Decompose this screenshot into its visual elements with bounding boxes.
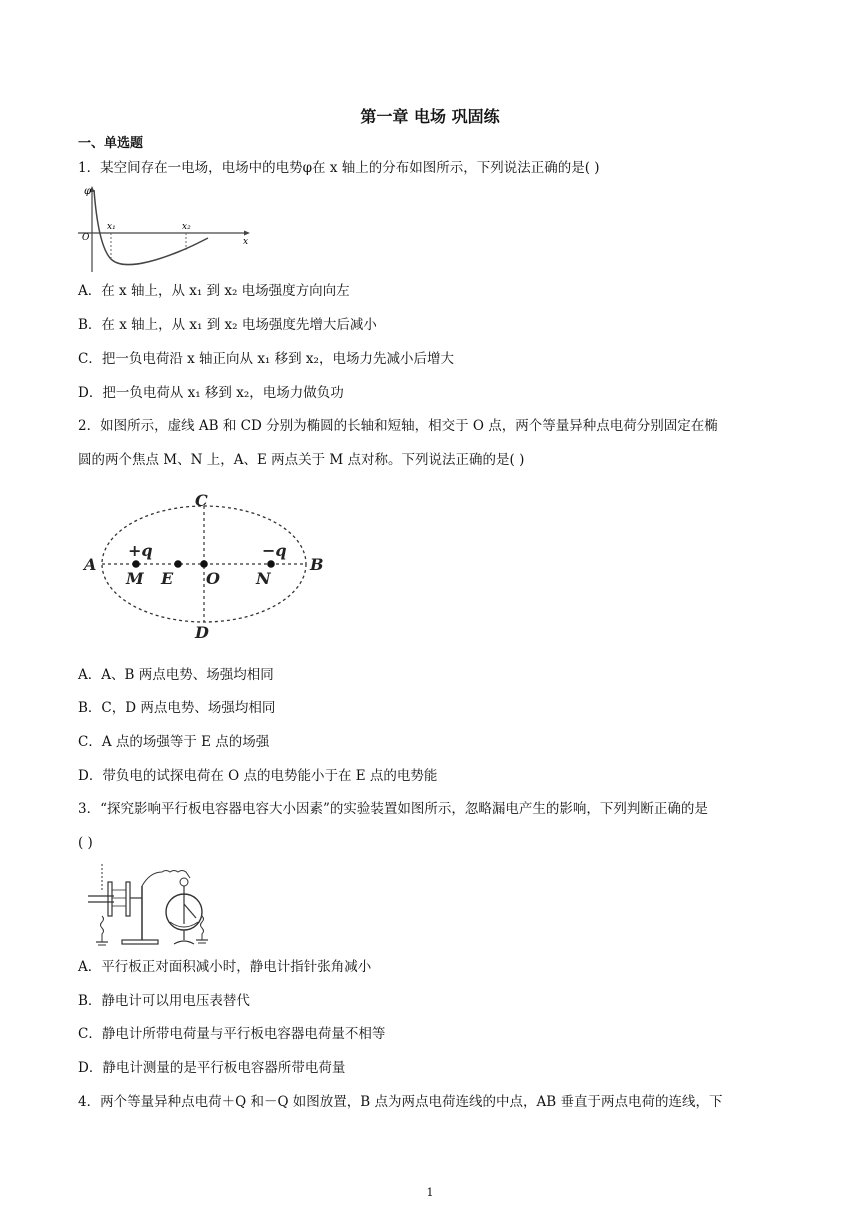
q2-option-a: A．A、B 两点电势、场强均相同 (78, 667, 274, 683)
q2-option-b: B．C，D 两点电势、场强均相同 (78, 700, 276, 716)
label-N: N (256, 569, 271, 588)
q3-option-a: A．平行板正对面积减小时，静电计指针张角减小 (78, 959, 372, 975)
label-D: D (195, 623, 209, 642)
label-A: A (84, 555, 97, 574)
q3-option-b: B．静电计可以用电压表替代 (78, 993, 250, 1009)
page-number: 1 (426, 1186, 434, 1199)
question-1-stem: 1．某空间存在一电场，电场中的电势φ在 x 轴上的分布如图所示，下列说法正确的是( ) (78, 160, 600, 176)
graph-y-label: φ (84, 186, 92, 197)
label-minus-q: −q (262, 541, 287, 560)
question-3-stem-line2: ( ) (78, 835, 93, 851)
question-2-stem-line1: 2．如图所示，虚线 AB 和 CD 分别为椭圆的长轴和短轴，相交于 O 点，两个等量异种点电荷分别固定在椭 (78, 418, 718, 434)
label-E: E (161, 569, 174, 588)
q3-option-c: C．静电计所带电荷量与平行板电容器电荷量不相等 (78, 1026, 386, 1042)
question-3-stem-line1: 3．“探究影响平行板电容器电容大小因素”的实验装置如图所示，忽略漏电产生的影响，下列判断正确的是 (78, 801, 708, 817)
q1-option-b: B．在 x 轴上，从 x₁ 到 x₂ 电场强度先增大后减小 (78, 317, 377, 333)
label-O: O (206, 569, 220, 588)
section-heading: 一、单选题 (78, 136, 144, 151)
q3-option-d: D．静电计测量的是平行板电容器所带电荷量 (78, 1060, 346, 1076)
graph-origin-label: O (82, 233, 90, 243)
q2-option-c: C．A 点的场强等于 E 点的场强 (78, 734, 270, 750)
label-B: B (310, 555, 324, 574)
q2-option-d: D．带负电的试探电荷在 O 点的电势能小于在 E 点的电势能 (78, 768, 438, 784)
question-2-stem-line2: 圆的两个焦点 M、N 上，A、E 两点关于 M 点对称。下列说法正确的是( ) (78, 452, 525, 468)
graph-x1-label: x₁ (107, 222, 116, 232)
potential-graph-figure (78, 186, 250, 272)
ellipse-charges-figure (80, 488, 330, 640)
page-title: 第一章 电场 巩固练 (360, 107, 500, 126)
graph-x2-label: x₂ (182, 222, 191, 232)
capacitor-apparatus-figure (84, 860, 220, 948)
label-C: C (195, 491, 208, 510)
question-4-stem: 4．两个等量异种点电荷＋Q 和－Q 如图放置，B 点为两点电荷连线的中点，AB 垂直于两点电荷的连线，下 (78, 1094, 723, 1110)
q1-option-d: D．把一负电荷从 x₁ 移到 x₂，电场力做负功 (78, 385, 344, 401)
graph-x-label: x (243, 237, 249, 247)
label-M: M (126, 569, 144, 588)
q1-option-c: C．把一负电荷沿 x 轴正向从 x₁ 移到 x₂，电场力先减小后增大 (78, 351, 454, 367)
q1-option-a: A．在 x 轴上，从 x₁ 到 x₂ 电场强度方向向左 (78, 283, 350, 299)
label-plus-q: +q (128, 541, 153, 560)
